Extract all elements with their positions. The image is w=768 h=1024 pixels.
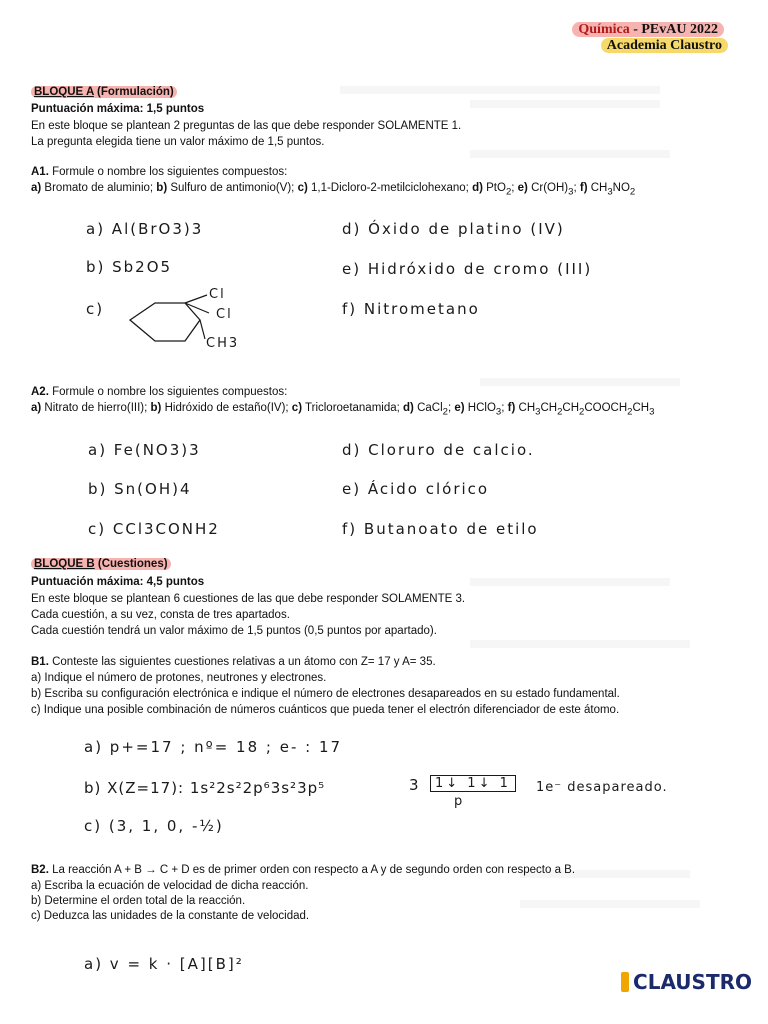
bleed-through <box>470 100 660 108</box>
b1-part-a: a) Indique el número de protones, neutrones y electrones. <box>31 672 327 684</box>
a1-items: a) Bromato de aluminio; b) Sulfuro de antimonio(V); c) 1,1-Dicloro-2-metilciclohexano; d) PtO$_2$; e) $Cr(OH)_3$; f) $CH_3NO_2$ <box>31 182 636 198</box>
subject-rest: - PEvAU 2022 <box>629 22 718 37</box>
header-academy <box>601 38 728 54</box>
a2-answer-b: b) Sn(OH)4 <box>88 480 192 498</box>
subject-label: Química <box>578 22 630 37</box>
b1-part-b: b) Escriba su configuración electrónica e indique el número de electrones desapareados en su estado fundamental. <box>31 688 620 700</box>
a1-c-cl1: Cl <box>209 287 226 302</box>
a2-items: a) Nitrato de hierro(III); b) Hidróxido de estaño(IV); c) Tricloroetanamida; d) CaCl$_2$; e) HClO$_3$; f) $CH_3CH_2CH_2COOCH_2CH_3$ <box>31 402 655 418</box>
b1-number: B1. <box>31 656 49 668</box>
a2-answer-c: c) CCl3CONH2 <box>88 520 220 538</box>
a2-number: A2. <box>31 386 49 398</box>
b1-orbital-label: p <box>454 794 465 809</box>
bleed-through <box>470 150 670 158</box>
b1-unpaired-note: 1e⁻ desapareado. <box>536 780 668 795</box>
b2-answer-a: a) v = k · [A][B]² <box>84 955 244 973</box>
bloque-b-paren: (Cuestiones) <box>94 558 168 570</box>
a2-stem-text: Formule o nombre los siguientes compuestos: <box>48 386 288 398</box>
a1-number: A1. <box>31 166 49 178</box>
b2-number: B2. <box>31 864 49 876</box>
bloque-a-label: BLOQUE A <box>34 86 94 98</box>
bleed-through <box>520 900 700 908</box>
claustro-logo-text: CLAUSTRO <box>633 970 752 994</box>
b1-answer-a: a) p+=17 ; nº= 18 ; e- : 17 <box>84 738 343 756</box>
b1-part-c: c) Indique una posible combinación de números cuánticos que pueda tener el electrón diferenciador de este átomo. <box>31 704 620 716</box>
a1-answer-c: c) <box>86 300 105 318</box>
a2-stem <box>31 384 287 400</box>
b1-stem <box>31 654 436 670</box>
a1-answer-e: e) Hidróxido de cromo (III) <box>342 260 593 278</box>
bleed-through <box>480 378 680 386</box>
bloque-b-intro-1: En este bloque se plantean 6 cuestiones de las que debe responder SOLAMENTE 3. <box>31 593 466 605</box>
bleed-through <box>470 578 670 586</box>
a2-answer-d: d) Cloruro de calcio. <box>342 441 535 459</box>
academy-name: Academia Claustro <box>601 38 728 53</box>
bloque-a-title <box>31 86 177 98</box>
b1-answer-b: b) X(Z=17): 1s²2s²2p⁶3s²3p⁵ <box>84 779 326 797</box>
bloque-a-intro-1: En este bloque se plantean 2 preguntas de las que debe responder SOLAMENTE 1. <box>31 120 462 132</box>
b1-answer-c: c) (3, 1, 0, -½) <box>84 817 224 835</box>
bloque-b-intro-3: Cada cuestión tendrá un valor máximo de 1,5 puntos (0,5 puntos por apartado). <box>31 625 437 637</box>
a1-answer-d: d) Óxido de platino (IV) <box>342 220 565 238</box>
a1-c-cl2: Cl <box>216 307 233 322</box>
b2-part-a: a) Escriba la ecuación de velocidad de dicha reacción. <box>31 880 309 892</box>
b1-orbital-box: 1↓ 1↓ 1 <box>430 775 516 792</box>
b1-stem-text: Conteste las siguientes cuestiones relativas a un átomo con Z= 17 y A= 35. <box>48 656 436 668</box>
bleed-through <box>470 640 690 648</box>
bleed-through <box>340 86 660 94</box>
claustro-logo <box>621 970 752 994</box>
cyclohexane-drawing <box>115 283 275 363</box>
bloque-a-paren: (Formulación) <box>93 86 174 98</box>
header-subject <box>572 22 724 38</box>
b2-part-c: c) Deduzca las unidades de la constante de velocidad. <box>31 910 310 922</box>
bloque-a-intro-2: La pregunta elegida tiene un valor máximo de 1,5 puntos. <box>31 136 325 148</box>
bloque-a-max-score: Puntuación máxima: 1,5 puntos <box>31 103 205 115</box>
b2-stem-text: La reacción A + B → C + D es de primer orden con respecto a A y de segundo orden con respecto a B. <box>48 864 576 876</box>
a1-answer-b: b) Sb2O5 <box>86 258 173 276</box>
b2-stem <box>31 862 575 878</box>
a1-c-ch3: CH3 <box>206 336 240 351</box>
bloque-b-max-score: Puntuación máxima: 4,5 puntos <box>31 576 205 588</box>
a2-answer-f: f) Butanoato de etilo <box>342 520 539 538</box>
bloque-b-intro-2: Cada cuestión, a su vez, consta de tres apartados. <box>31 609 290 621</box>
a1-answer-f: f) Nitrometano <box>342 300 480 318</box>
bloque-b-label: BLOQUE B <box>34 558 95 570</box>
a2-answer-e: e) Ácido clórico <box>342 480 490 498</box>
b2-part-b: b) Determine el orden total de la reacción. <box>31 895 246 907</box>
a1-stem <box>31 164 287 180</box>
b1-box-number: 3 <box>409 776 421 794</box>
claustro-logo-mark <box>621 972 629 992</box>
a2-answer-a: a) Fe(NO3)3 <box>88 441 201 459</box>
bloque-b-title <box>31 558 171 570</box>
a1-stem-text: Formule o nombre los siguientes compuestos: <box>48 166 288 178</box>
a1-answer-a: a) Al(BrO3)3 <box>86 220 204 238</box>
